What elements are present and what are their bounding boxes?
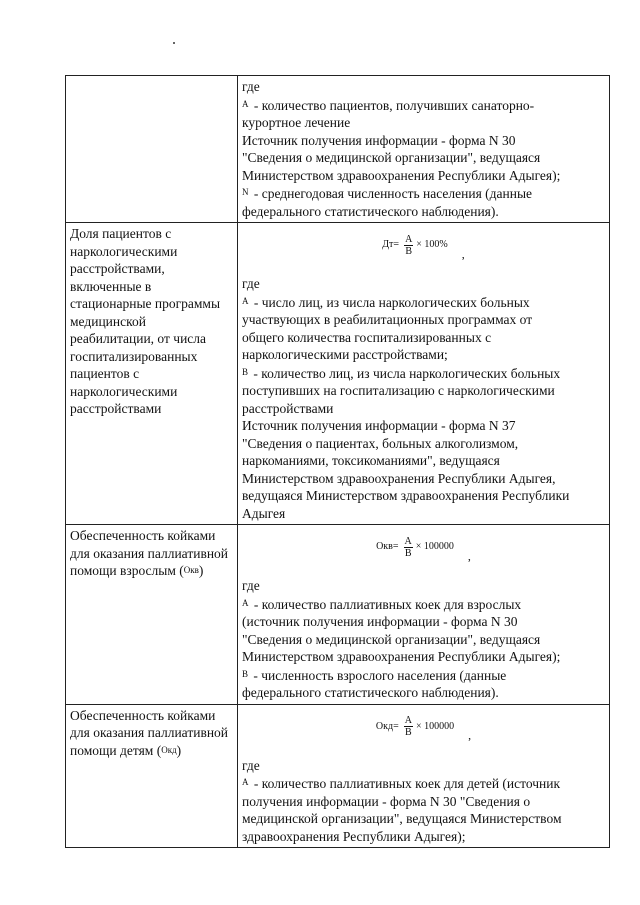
description-line bbox=[242, 78, 605, 96]
description-line bbox=[242, 613, 605, 631]
description-text: - количество пациентов, получивших санаторно- bbox=[250, 97, 535, 113]
description-text: где bbox=[242, 578, 260, 593]
description-line bbox=[242, 364, 605, 383]
description-line bbox=[242, 577, 605, 595]
description-text: получения информации - форма N 30 "Сведения о bbox=[242, 793, 531, 809]
description-text: наркологическими расстройствами; bbox=[242, 347, 448, 362]
description-text: Министерством здравоохранения Республики Адыгея); bbox=[242, 649, 561, 664]
description-text: Адыгея bbox=[242, 505, 286, 521]
formula-name: Окд= bbox=[375, 720, 399, 732]
variable-symbol: N bbox=[242, 187, 249, 197]
description-line bbox=[242, 684, 605, 702]
description-text: где bbox=[242, 79, 260, 94]
description-line bbox=[242, 648, 605, 666]
description-text: - численность взрослого населения (данные bbox=[250, 667, 507, 683]
description-text: участвующих в реабилитационных программах от bbox=[242, 312, 533, 327]
description-line bbox=[242, 382, 605, 400]
formula-gap bbox=[242, 747, 605, 757]
description-text: "Сведения о медицинской организации", ведущаяся bbox=[242, 631, 541, 647]
description-text: здравоохранения Республики Адыгея); bbox=[242, 828, 466, 844]
description-line bbox=[242, 435, 605, 453]
scan-dot bbox=[173, 42, 175, 44]
formula-numerator: A bbox=[405, 233, 413, 245]
table-row bbox=[66, 76, 610, 223]
formula-fraction bbox=[404, 715, 413, 738]
description-line bbox=[242, 666, 605, 685]
description-line bbox=[242, 774, 605, 793]
variable-symbol: B bbox=[242, 668, 249, 679]
description-line bbox=[242, 452, 605, 470]
description-text: - количество паллиативных коек для взрослых bbox=[250, 596, 522, 612]
description-line bbox=[242, 505, 605, 523]
description-text: - число лиц, из числа наркологических больных bbox=[250, 294, 530, 310]
description-text: Источник получения информации - форма N 30 bbox=[242, 132, 516, 148]
description-text: где bbox=[242, 757, 260, 773]
formula-numerator: A bbox=[404, 715, 412, 726]
description-line bbox=[242, 203, 605, 221]
formula-denominator: B bbox=[405, 727, 412, 738]
indicator-text-end: ) bbox=[198, 563, 204, 578]
description-line bbox=[242, 470, 605, 488]
description-text: "Сведения о пациентах, больных алкоголизмом, bbox=[242, 435, 519, 451]
formula-denominator: B bbox=[405, 245, 413, 257]
formula bbox=[242, 225, 605, 265]
table-row bbox=[66, 525, 610, 705]
formula-name: Окв= bbox=[376, 541, 399, 553]
formula-gap bbox=[242, 265, 605, 275]
formula-numerator: A bbox=[404, 535, 412, 547]
description-line bbox=[242, 96, 605, 115]
description-text: - количество лиц, из числа наркологических больных bbox=[250, 365, 561, 381]
description-line bbox=[242, 793, 605, 811]
description-text: общего количества госпитализированных с bbox=[242, 329, 492, 345]
description-text: поступивших на госпитализацию с наркологическими bbox=[242, 383, 555, 398]
description-line bbox=[242, 149, 605, 167]
description-text: (источник получения информации - форма N 30 bbox=[242, 614, 518, 629]
formula-gap bbox=[242, 567, 605, 577]
description-cell bbox=[238, 525, 610, 705]
description-text: наркоманиями, токсикоманиями", ведущаяся bbox=[242, 453, 500, 468]
formula-multiplier: × 100000 bbox=[415, 541, 454, 553]
variable-symbol: A bbox=[242, 295, 249, 306]
description-line bbox=[242, 275, 605, 293]
description-line bbox=[242, 810, 605, 828]
description-text: федерального статистического наблюдения). bbox=[242, 203, 499, 219]
indicators-table-body bbox=[66, 76, 610, 848]
indicator-cell bbox=[66, 704, 238, 848]
description-text: "Сведения о медицинской организации", ведущаяся bbox=[242, 150, 541, 165]
description-text: - количество паллиативных коек для детей (источник bbox=[250, 776, 561, 791]
description-line bbox=[242, 311, 605, 329]
description-line bbox=[242, 631, 605, 649]
indicator-text: Доля пациентов с наркологическими расстройствами, включенные в стационарные программы медицинской реабилитации, от числа госпитализированных пациентов с наркологическими расстройствами bbox=[70, 226, 221, 416]
description-text: - среднегодовая численность населения (данные bbox=[250, 186, 533, 201]
formula-name: Дт= bbox=[382, 239, 400, 251]
description-text: Министерством здравоохранения Республики Адыгея, bbox=[242, 470, 556, 486]
formula-denominator: B bbox=[404, 547, 412, 559]
description-cell bbox=[238, 223, 610, 525]
description-line bbox=[242, 114, 605, 132]
indicator-text-end: ) bbox=[176, 742, 182, 758]
description-text: ведущаяся Министерством здравоохранения Республики bbox=[242, 488, 570, 503]
variable-symbol: A bbox=[242, 98, 249, 109]
description-text: Министерством здравоохранения Республики Адыгея); bbox=[242, 167, 561, 183]
description-line bbox=[242, 487, 605, 505]
variable-symbol: A bbox=[242, 597, 249, 608]
description-text: курортное лечение bbox=[242, 115, 351, 130]
description-line bbox=[242, 828, 605, 846]
table-row bbox=[66, 223, 610, 525]
indicator-text: Обеспеченность койками для оказания паллиативной помощи взрослым ( bbox=[70, 528, 229, 578]
formula-multiplier: × 100000 bbox=[415, 720, 455, 732]
description-line bbox=[242, 346, 605, 364]
description-line bbox=[242, 417, 605, 435]
description-line bbox=[242, 400, 605, 418]
table-row bbox=[66, 704, 610, 848]
description-line bbox=[242, 132, 605, 150]
formula-comma: , bbox=[468, 728, 472, 742]
formula-comma: , bbox=[467, 548, 471, 563]
formula bbox=[242, 527, 605, 567]
indicator-cell bbox=[66, 525, 238, 705]
description-line bbox=[242, 167, 605, 185]
description-text: федерального статистического наблюдения). bbox=[242, 685, 499, 700]
description-line bbox=[242, 757, 605, 775]
description-line bbox=[242, 595, 605, 614]
indicators-table bbox=[65, 75, 610, 848]
formula bbox=[242, 707, 605, 747]
indicator-symbol: Окв bbox=[183, 565, 199, 575]
description-line bbox=[242, 293, 605, 312]
indicator-cell bbox=[66, 223, 238, 525]
indicator-cell bbox=[66, 76, 238, 223]
indicator-symbol: Окд bbox=[161, 744, 177, 755]
description-text: расстройствами bbox=[242, 400, 334, 416]
variable-symbol: B bbox=[242, 366, 249, 377]
formula-comma: , bbox=[461, 246, 465, 261]
description-line bbox=[242, 184, 605, 203]
description-text: Источник получения информации - форма N 37 bbox=[242, 418, 516, 433]
formula-fraction bbox=[404, 536, 413, 559]
formula-fraction bbox=[404, 234, 413, 257]
description-text: медицинской организации", ведущаяся Министерством bbox=[242, 811, 562, 826]
variable-symbol: A bbox=[242, 777, 249, 787]
indicator-text: Обеспеченность койками для оказания паллиативной помощи детям ( bbox=[70, 707, 229, 758]
description-cell bbox=[238, 76, 610, 223]
description-line bbox=[242, 329, 605, 347]
description-text: где bbox=[242, 276, 260, 291]
description-cell bbox=[238, 704, 610, 848]
formula-multiplier: × 100% bbox=[416, 239, 448, 251]
